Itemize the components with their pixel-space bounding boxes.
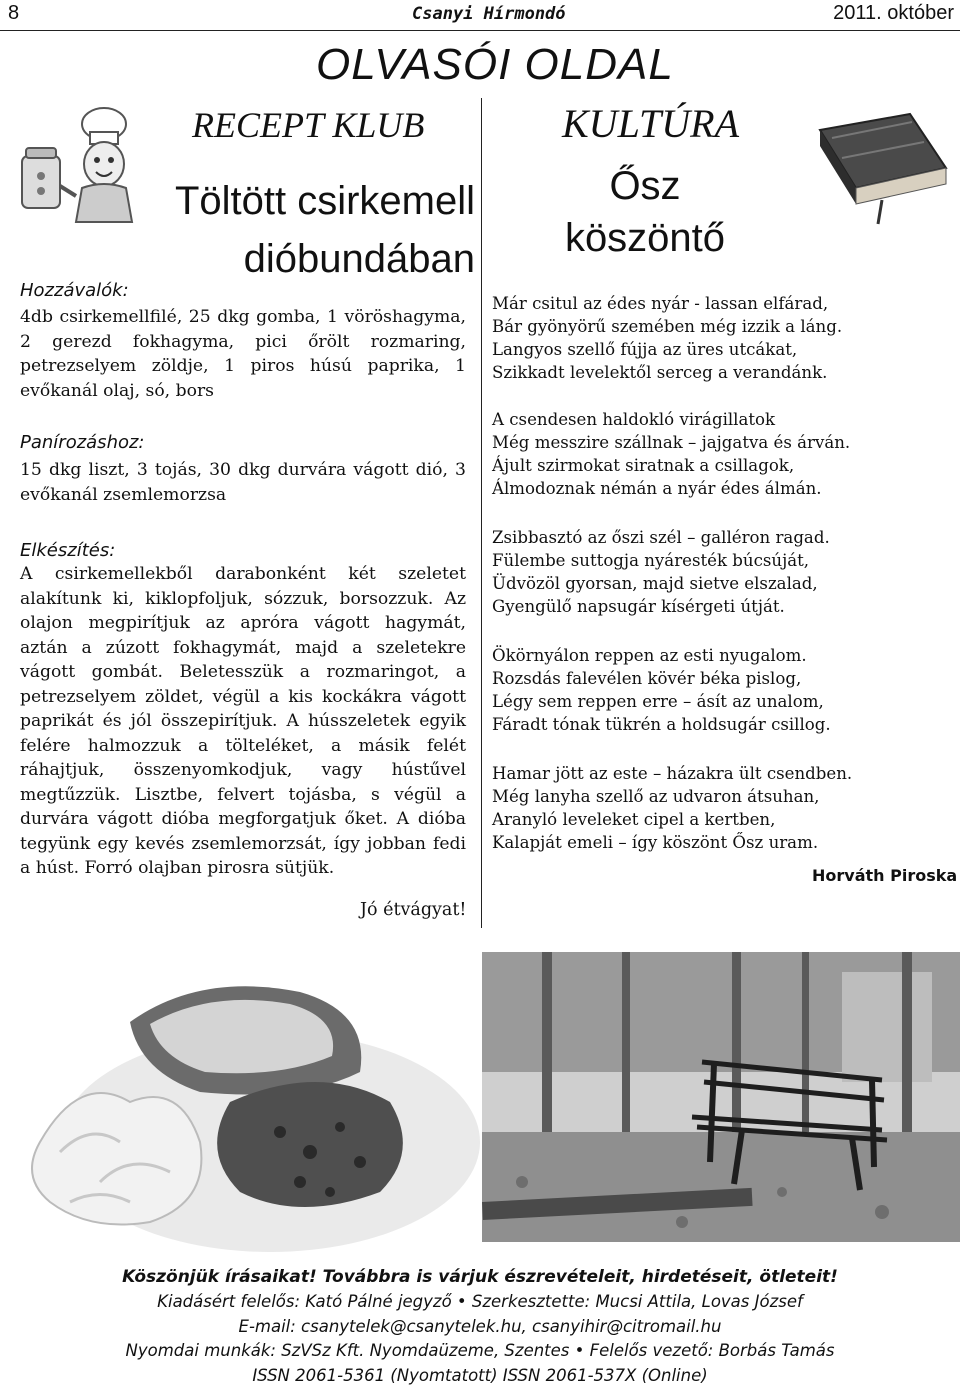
recipe-title-line1: Töltött csirkemell bbox=[174, 179, 475, 223]
poem-stanza bbox=[492, 526, 830, 618]
poem-line: Ökörnyálon reppen az esti nyugalom. bbox=[492, 646, 807, 665]
poem-line: Bár gyönyörű szemében még izzik a láng. bbox=[492, 317, 843, 336]
poem-line: Gyengülő napsugár kísérgeti útját. bbox=[492, 597, 785, 616]
poem-line: Zsibbasztó az őszi szél – galléron ragad. bbox=[492, 528, 830, 547]
book-illustration bbox=[812, 108, 952, 228]
poem-line: Rozsdás falevélen kövér béka pislog, bbox=[492, 669, 802, 688]
poem-line: Még lanyha szellő az udvaron átsuhan, bbox=[492, 787, 820, 806]
poem-line: Szikkadt levelektől serceg a verandánk. bbox=[492, 363, 828, 382]
poem-stanza bbox=[492, 292, 842, 384]
poem-line: Légy sem reppen erre – ásít az unalom, bbox=[492, 692, 824, 711]
footer-issn: ISSN 2061-5361 (Nyomtatott) ISSN 2061-537X (Online) bbox=[252, 1365, 708, 1385]
footer-printing: Nyomdai munkák: SzVSz Kft. Nyomdaüzeme, Szentes • Felelős vezető: Borbás Tamás bbox=[125, 1341, 835, 1360]
poem-title-line2: köszöntő bbox=[564, 216, 726, 260]
page-title: OLVASÓI OLDAL bbox=[316, 40, 674, 89]
header-rule bbox=[0, 30, 960, 31]
recipe-section-heading: RECEPT KLUB bbox=[192, 105, 425, 145]
poem-stanza bbox=[492, 408, 850, 500]
recipe-title bbox=[130, 172, 475, 288]
issue-date: 2011. október bbox=[833, 2, 954, 24]
ingredients-label: Hozzávalók: bbox=[20, 280, 129, 301]
footer-publisher: Kiadásért felelős: Kató Pálné jegyző • Szerkesztette: Mucsi Attila, Lovas József bbox=[157, 1292, 803, 1311]
poem-line: Üdvözöl gyorsan, majd sietve elszalad, bbox=[492, 574, 818, 593]
recipe-closing: Jó étvágyat! bbox=[360, 900, 467, 920]
poem-line: Álmodoznak némán a nyár édes álmán. bbox=[492, 479, 822, 498]
poem-stanza bbox=[492, 762, 852, 854]
breading-label: Panírozáshoz: bbox=[20, 432, 145, 453]
food-photo bbox=[0, 952, 480, 1252]
column-divider bbox=[481, 98, 482, 928]
poem-line: Langyos szellő fújja az üres utcákat, bbox=[492, 340, 798, 359]
preparation-text: A csirkemellekből darabonként két szeletet alakítunk ki, kiklopfoljuk, sózzuk, borsozzuk. Az olajon megpirítjuk az apróra vágott hagymát, aztán a zúzott fokhagymát, majd a szeletekre vágott gombát. Beletesszük a rozmaringot, a petrezselyem zöldet, végül a kis kockákra vágott paprikát és jól összepirítjuk. A hússzeletek egyik felére halmozzuk a tölteléket, a másik felét ráhajtjuk, összenyomkodjuk, vagy hústűvel megtűzzük. Lisztbe, felvert tojásba, s végül a durvára vágott dióba megforgatjuk őket. A dióba tegyünk egy kevés zsemlemorzsát, így jobban fedi a húst. Forró olajban pirosra sütjük. bbox=[20, 564, 466, 878]
poem-line: Már csitul az édes nyár - lassan elfárad, bbox=[492, 294, 829, 313]
poem-stanza bbox=[492, 644, 831, 736]
poem-line: Fáradt tónak tükrén a holdsugár csillog. bbox=[492, 715, 831, 734]
poem-title bbox=[540, 160, 750, 264]
footer bbox=[0, 1264, 960, 1388]
poem-line: Aranyló leveleket cipel a kertben, bbox=[492, 810, 776, 829]
ingredients-text: 4db csirkemellfilé, 25 dkg gomba, 1 vöröshagyma, 2 gerezd fokhagyma, pici őrölt rozmaring, petrezselyem zöldje, 1 piros húsú paprika, 1 evőkanál olaj, só, bors bbox=[20, 307, 466, 401]
footer-thanks: Köszönjük írásaikat! Továbbra is várjuk észrevételeit, hirdetéseit, ötleteit! bbox=[122, 1267, 838, 1287]
poem-title-line1: Ősz bbox=[609, 164, 681, 208]
poem-line: Fülembe suttogja nyáresték búcsúját, bbox=[492, 551, 810, 570]
poem-line: Még messzire szállnak – jajgatva és árván. bbox=[492, 433, 851, 452]
newspaper-name: Csanyi Hírmondó bbox=[412, 4, 566, 24]
autumn-park-photo bbox=[482, 952, 960, 1242]
poem-line: Kalapját emeli – így köszönt Ősz uram. bbox=[492, 833, 819, 852]
poem-line: A csendesen haldokló virágillatok bbox=[492, 410, 776, 429]
poem-author: Horváth Piroska bbox=[812, 866, 958, 885]
poem-line: Hamar jött az este – házakra ült csendben. bbox=[492, 764, 853, 783]
recipe-title-line2: dióbundában bbox=[243, 237, 475, 281]
breading-text: 15 dkg liszt, 3 tojás, 30 dkg durvára vágott dió, 3 evőkanál zsemlemorzsa bbox=[20, 460, 466, 505]
page-number: 8 bbox=[8, 2, 20, 24]
culture-section-heading: KULTÚRA bbox=[562, 101, 740, 146]
poem-line: Ájult szirmokat siratnak a csillagok, bbox=[492, 456, 795, 475]
footer-email: E-mail: csanytelek@csanytelek.hu, csanyihir@citromail.hu bbox=[238, 1316, 722, 1336]
preparation-label: Elkészítés: bbox=[20, 540, 116, 561]
chef-illustration bbox=[16, 96, 148, 226]
